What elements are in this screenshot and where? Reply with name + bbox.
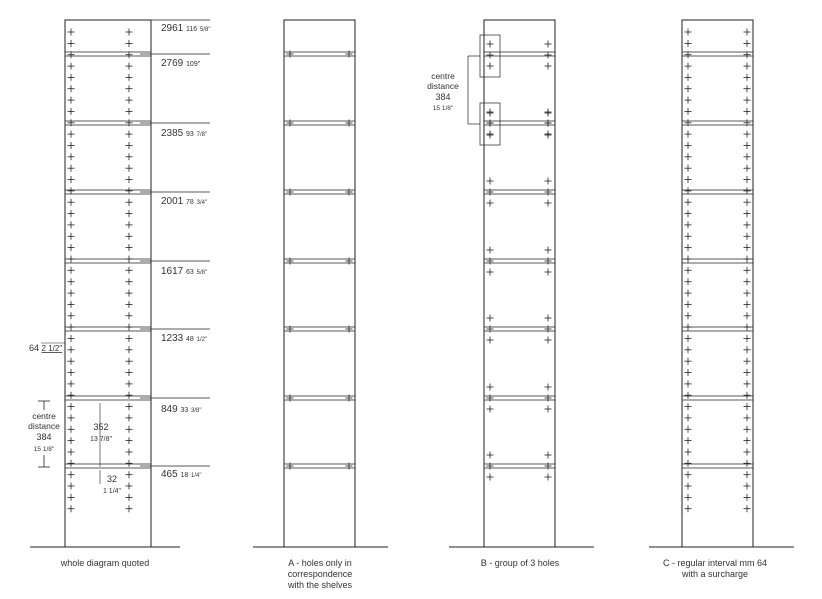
b-centre-distance-line2: distance — [427, 81, 459, 91]
caption-b: B - group of 3 holes — [480, 558, 560, 568]
span-32-mm: 32 — [106, 474, 118, 484]
dim-label-465: 465 18 1/4" — [161, 469, 202, 480]
b-centre-distance-mm: 384 — [435, 92, 451, 102]
dim-label-2385: 2385 93 7/8" — [161, 128, 208, 139]
caption-c-line2: with a surcharge — [681, 569, 749, 579]
dim-label-1233: 1233 48 1/2" — [161, 333, 208, 344]
span-352-inch: 13 7/8" — [90, 436, 112, 443]
dim-label-2769: 2769 109" — [161, 58, 201, 69]
centre-distance-line2: distance — [28, 421, 60, 431]
b-centre-distance-inch: 15 1/8" — [432, 105, 454, 112]
caption-a-line2: correspondence — [287, 569, 353, 579]
caption-a-line1: A - holes only in — [288, 558, 352, 568]
centre-distance-mm: 384 — [36, 432, 52, 442]
centre-distance-line1: centre — [32, 411, 56, 421]
caption-c — [640, 558, 790, 580]
caption-whole: whole diagram quoted — [60, 558, 150, 568]
centre-distance-inch: 15 1/8" — [33, 446, 55, 453]
span-352-mm: 352 — [93, 422, 109, 432]
dim-label-2001: 2001 78 3/4" — [161, 196, 208, 207]
dim-label-1617: 1617 63 5/8" — [161, 266, 208, 277]
b-centre-distance-line1: centre — [431, 71, 455, 81]
interval-label-64: 64 2 1/2" — [29, 343, 63, 353]
caption-a — [255, 558, 385, 591]
dim-label-849: 849 33 3/8" — [161, 404, 202, 415]
dim-label-2961: 2961 116 5/8" — [161, 23, 211, 34]
caption-a-line3: with the shelves — [287, 580, 353, 590]
span-32-inch: 1 1/4" — [102, 488, 122, 495]
caption-c-line1: C - regular interval mm 64 — [662, 558, 768, 568]
